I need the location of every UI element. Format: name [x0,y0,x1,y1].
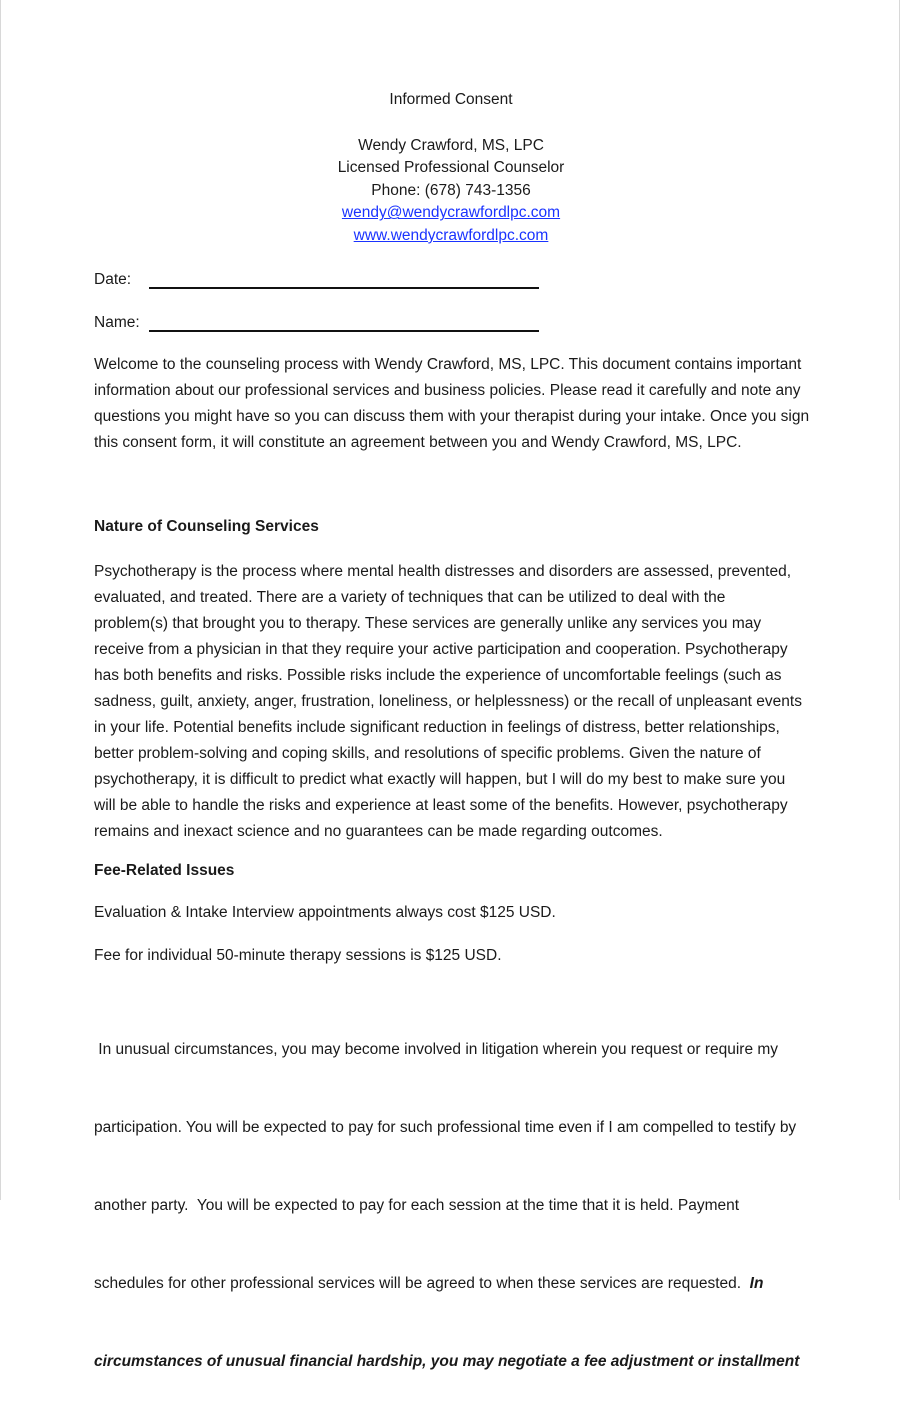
litigation-line-4 [94,1271,814,1297]
nature-line: remains and inexact science and no guarantees can be made regarding outcomes. [94,823,663,840]
nature-line: psychotherapy, it is difficult to predict what exactly will happen, but I will do my best to make sure you [94,771,786,788]
litigation-line: another party. You will be expected to pay for each session at the time that it is held. Payment [94,1197,740,1214]
litigation-line-4-plain: schedules for other professional services will be agreed to when these services are requested. [94,1275,750,1292]
header-spacer [1,112,900,135]
nature-line: will be able to handle the risks and experience at least some of the benefits. However, psychotherapy [94,797,788,814]
date-label: Date: [94,271,132,288]
nature-line: Psychotherapy is the process where mental health distresses and disorders are assessed, prevented, [94,563,792,580]
website-link[interactable]: www.wendycrawfordlpc.com [353,226,549,244]
document-header [1,89,900,248]
litigation-line: participation. You will be expected to pay for such professional time even if I am compelled to testify by [94,1119,797,1136]
counselor-phone: Phone: (678) 743-1356 [371,181,531,199]
email-link[interactable]: wendy@wendycrawfordlpc.com [341,204,561,222]
litigation-line: In unusual circumstances, you may become involved in litigation wherein you request or require my [94,1041,779,1058]
date-blank-line[interactable] [149,287,539,289]
session-fee-line: Fee for individual 50-minute therapy sessions is $125 USD. [94,947,502,964]
nature-line: in your life. Potential benefits include significant reduction in feelings of distress, better relationships, [94,719,780,736]
counselor-name: Wendy Crawford, MS, LPC [358,136,544,154]
litigation-paragraph [94,985,814,1427]
hardship-emphasis: circumstances of unusual financial hardship, you may negotiate a fee adjustment or installment [94,1353,800,1370]
evaluation-fee-line: Evaluation & Intake Interview appointments always cost $125 USD. [94,904,556,921]
intro-line: questions you might have so you can discuss them with your therapist during your intake. Once you sign [94,408,810,425]
name-label: Name: [94,314,140,331]
nature-paragraph [94,559,814,845]
session-fee-text [94,943,814,969]
nature-line: receive from a physician in that they require your active participation and cooperation. Psychotherapy [94,641,788,658]
intro-line: information about our professional services and business policies. Please read it carefully and note any [94,382,801,399]
intro-paragraph [94,352,814,456]
evaluation-fee-text [94,900,814,926]
hardship-emphasis-start: In [749,1275,764,1292]
counselor-role: Licensed Professional Counselor [337,159,565,177]
nature-heading: Nature of Counseling Services [94,518,319,535]
intro-line: Welcome to the counseling process with Wendy Crawford, MS, LPC. This document contains important [94,356,802,373]
intro-line: this consent form, it will constitute an agreement between you and Wendy Crawford, MS, LPC. [94,434,742,451]
nature-line: has both benefits and risks. Possible risks include the experience of uncomfortable feelings (such as [94,667,782,684]
nature-line: better problem-solving and coping skills, and resolutions of specific problems. Given the nature of [94,745,761,762]
nature-line: evaluated, and treated. There are a variety of techniques that can be utilized to deal with the [94,589,726,606]
name-blank-line[interactable] [149,330,539,332]
nature-line: problem(s) that brought you to therapy. These services are generally unlike any services you may [94,615,762,632]
document-title: Informed Consent [389,91,513,108]
fees-heading: Fee-Related Issues [94,862,235,879]
nature-line: sadness, guilt, anxiety, anger, frustration, loneliness, or helplessness) or the recall of unpleasant events [94,693,802,710]
